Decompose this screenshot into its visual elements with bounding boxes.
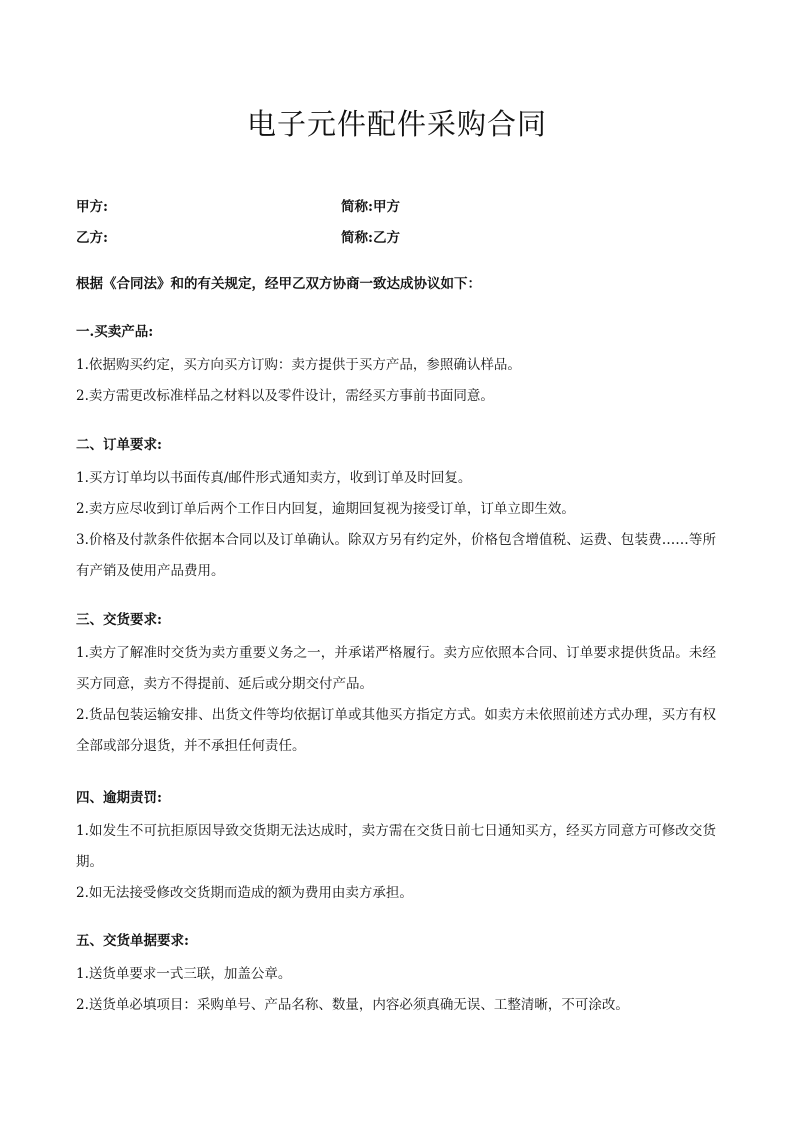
- party-a-short-label: 简称:: [341, 199, 373, 215]
- clause: 2.卖方需更改标准样品之材料以及零件设计，需经买方事前书面同意。: [76, 388, 494, 404]
- section-heading: 三、交货要求:: [76, 612, 162, 628]
- section-heading: 一.买卖产品:: [76, 324, 154, 340]
- clause: 1.买方订单均以书面传真/邮件形式通知卖方，收到订单及时回复。: [76, 470, 472, 486]
- party-b-short-label: 简称:: [341, 230, 373, 246]
- section-delivery: [76, 608, 716, 762]
- section-heading: 二、订单要求:: [76, 437, 162, 453]
- clause: 1.如发生不可抗拒原因导致交货期无法达成时，卖方需在交货日前七日通知买方，经买方同意方可修改交货期。: [76, 823, 716, 870]
- section-penalty: [76, 786, 716, 909]
- party-a-short-value: 甲方: [372, 199, 400, 215]
- party-a-label: 甲方:: [76, 199, 108, 215]
- party-a-row: [76, 195, 716, 219]
- party-b-label: 乙方:: [76, 230, 108, 246]
- party-b-short: [341, 226, 400, 250]
- document-title: 电子元件配件采购合同: [246, 107, 547, 141]
- party-a-short: [341, 195, 400, 219]
- clause: 2.货品包装运输安排、出货文件等均依据订单或其他买方指定方式。如卖方未依照前述方式办理，买方有权全部或部分退货，并不承担任何责任。: [76, 707, 716, 754]
- clause: 2.送货单必填项目：采购单号、产品名称、数量，内容必须真确无误、工整清晰，不可涂改。: [76, 997, 629, 1013]
- party-b-short-value: 乙方: [372, 230, 400, 246]
- party-b-row: [76, 226, 716, 250]
- section-heading: 五、交货单据要求:: [76, 933, 189, 949]
- section-delivery-documents: [76, 929, 716, 1021]
- section-heading: 四、逾期责罚:: [76, 790, 162, 806]
- clause: 1.送货单要求一式三联，加盖公章。: [76, 966, 292, 982]
- clause: 2.如无法接受修改交货期而造成的额为费用由卖方承担。: [76, 885, 413, 901]
- clause: 1.卖方了解准时交货为卖方重要义务之一，并承诺严格履行。卖方应依照本合同、订单要求提供货品。未经买方同意，卖方不得提前、延后或分期交付产品。: [76, 645, 716, 692]
- clause: 3.价格及付款条件依据本合同以及订单确认。除双方另有约定外，价格包含增值税、运费、包装费……等所有产销及使用产品费用。: [76, 532, 716, 579]
- section-orders: [76, 433, 716, 587]
- section-products: [76, 320, 716, 412]
- clause: 1.依据购买约定，买方向买方订购：卖方提供于买方产品，参照确认样品。: [76, 357, 521, 373]
- clause: 2.卖方应尽收到订单后两个工作日内回复，逾期回复视为接受订单，订单立即生效。: [76, 501, 575, 517]
- contract-intro: 根据《合同法》和的有关规定，经甲乙双方协商一致达成协议如下：: [76, 276, 481, 292]
